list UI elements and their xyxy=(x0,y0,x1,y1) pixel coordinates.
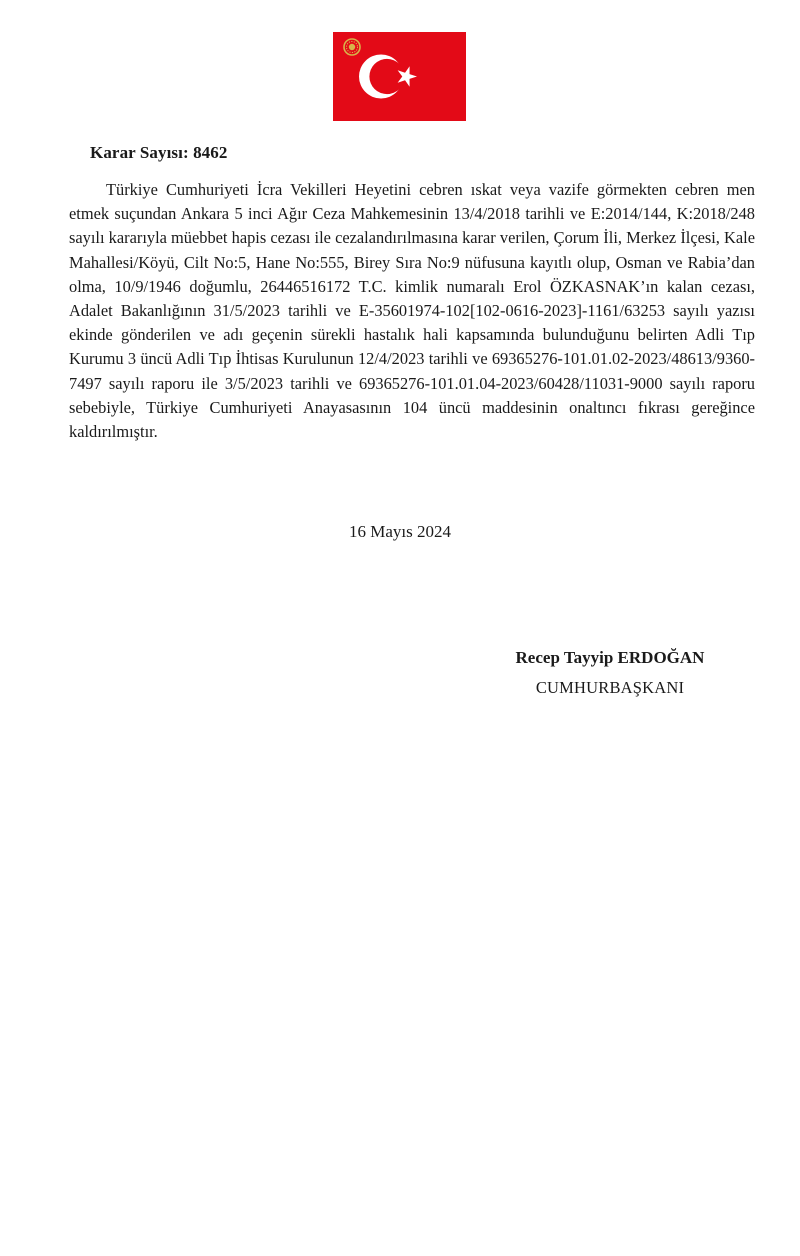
decision-body-text: Türkiye Cumhuriyeti İcra Vekilleri Heyetini cebren ıskat veya vazife görmekten cebren men etmek suçundan Ankara 5 inci Ağır Ceza Mahkemesinin 13/4/2018 tarihli ve E:2014/144, K:2018/248 sayılı kararıyla müebbet hapis cezası ile cezalandırılmasına karar verilen, Çorum İli, Merkez İlçesi, Kale Mahallesi/Köyü, Cilt No:5, Hane No:555, Birey Sıra No:9 nüfusuna kayıtlı olup, Osman ve Rabia’dan olma, 10/9/1946 doğumlu, 26446516172 T.C. kimlik numaralı Erol ÖZKASNAK’ın kalan cezası, Adalet Bakanlığının 31/5/2023 tarihli ve E-35601974-102[102-0616-2023]-1161/63253 sayılı yazısı ekinde gönderilen ve adı geçenin sürekli hastalık hali kapsamında bulunduğunu belirten Adli Tıp Kurumu 3 üncü Adli Tıp İhtisas Kurulunun 12/4/2023 tarihli ve 69365276-101.01.02-2023/48613/9360-7497 sayılı raporu ile 3/5/2023 tarihli ve 69365276-101.01.04-2023/60428/11031-9000 sayılı raporu sebebiyle, Türkiye Cumhuriyeti Anayasasının 104 üncü maddesinin onaltıncı fıkrası gereğince kaldırılmıştır. xyxy=(69,180,755,442)
turkish-flag-with-presidential-seal-icon xyxy=(333,32,466,121)
decision-date: 16 Mayıs 2024 xyxy=(349,522,451,541)
signatory-title: CUMHURBAŞKANI xyxy=(535,678,685,697)
crescent-inner xyxy=(369,59,404,94)
signatory-name: Recep Tayyip ERDOĞAN xyxy=(515,648,705,667)
decision-number: Karar Sayısı: 8462 xyxy=(90,143,228,162)
turkish-flag-emblem xyxy=(333,32,466,121)
